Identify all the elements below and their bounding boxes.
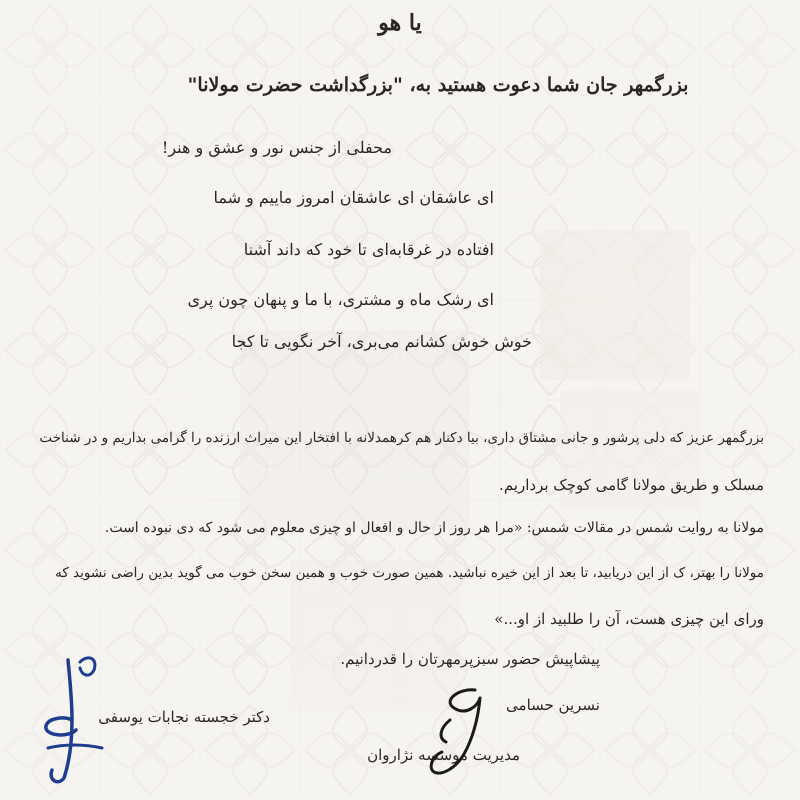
signatory-name-left: دکتر خجسته نجابات یوسفی bbox=[98, 708, 270, 726]
body-line: مولانا به روایت شمس در مقالات شمس: «مرا هر روز از حال و افعال او چیزی معلوم می شود که دی نبوده است. bbox=[104, 520, 764, 536]
signatory-title-right: مدیریت موسسه نژاروان bbox=[367, 746, 520, 764]
verse-line: محفلی از جنس نور و عشق و هنر! bbox=[161, 138, 392, 157]
verse-line: ای رشک ماه و مشتری، با ما و پنهان چون پری bbox=[187, 290, 494, 309]
invitation-heading: بزرگمهر جان شما دعوت هستید به، "بزرگداشت حضرت مولانا" bbox=[187, 74, 689, 96]
verse-line: افتاده در غرقابه‌ای تا خود که داند آشنا bbox=[243, 240, 494, 259]
invocation: یا هو bbox=[378, 10, 422, 36]
handwritten-signature-right bbox=[420, 680, 495, 790]
signatory-name-right: نسرین حسامی bbox=[506, 696, 600, 714]
verse-line: خوش خوش کشانم می‌بری، آخر نگویی تا کجا bbox=[231, 332, 532, 351]
body-line: مسلک و طریق مولانا گامی کوچک برداریم. bbox=[499, 476, 764, 494]
handwritten-signature-left bbox=[28, 640, 118, 790]
verse-line: ای عاشقان ای عاشقان امروز ماییم و شما bbox=[213, 188, 494, 207]
body-line: بزرگمهر عزیز که دلی پرشور و جانی مشتاق داری، بیا دکنار هم کرهمدلانه با افتخار این میراث ارزنده را گرامی بداریم و در شناخت bbox=[39, 430, 764, 446]
body-line: ورای این چیزی هست، آن را طلبید از او...» bbox=[494, 610, 764, 628]
body-line: پیشاپیش حضور سبزپرمهرتان را قدردانیم. bbox=[340, 650, 600, 668]
body-line: مولانا را بهتر، ک از این دریابید، تا بعد از این خیره نباشید. همین صورت خوب و همین سخن خوب می گوید بدین راضی نشوید که bbox=[55, 565, 764, 581]
